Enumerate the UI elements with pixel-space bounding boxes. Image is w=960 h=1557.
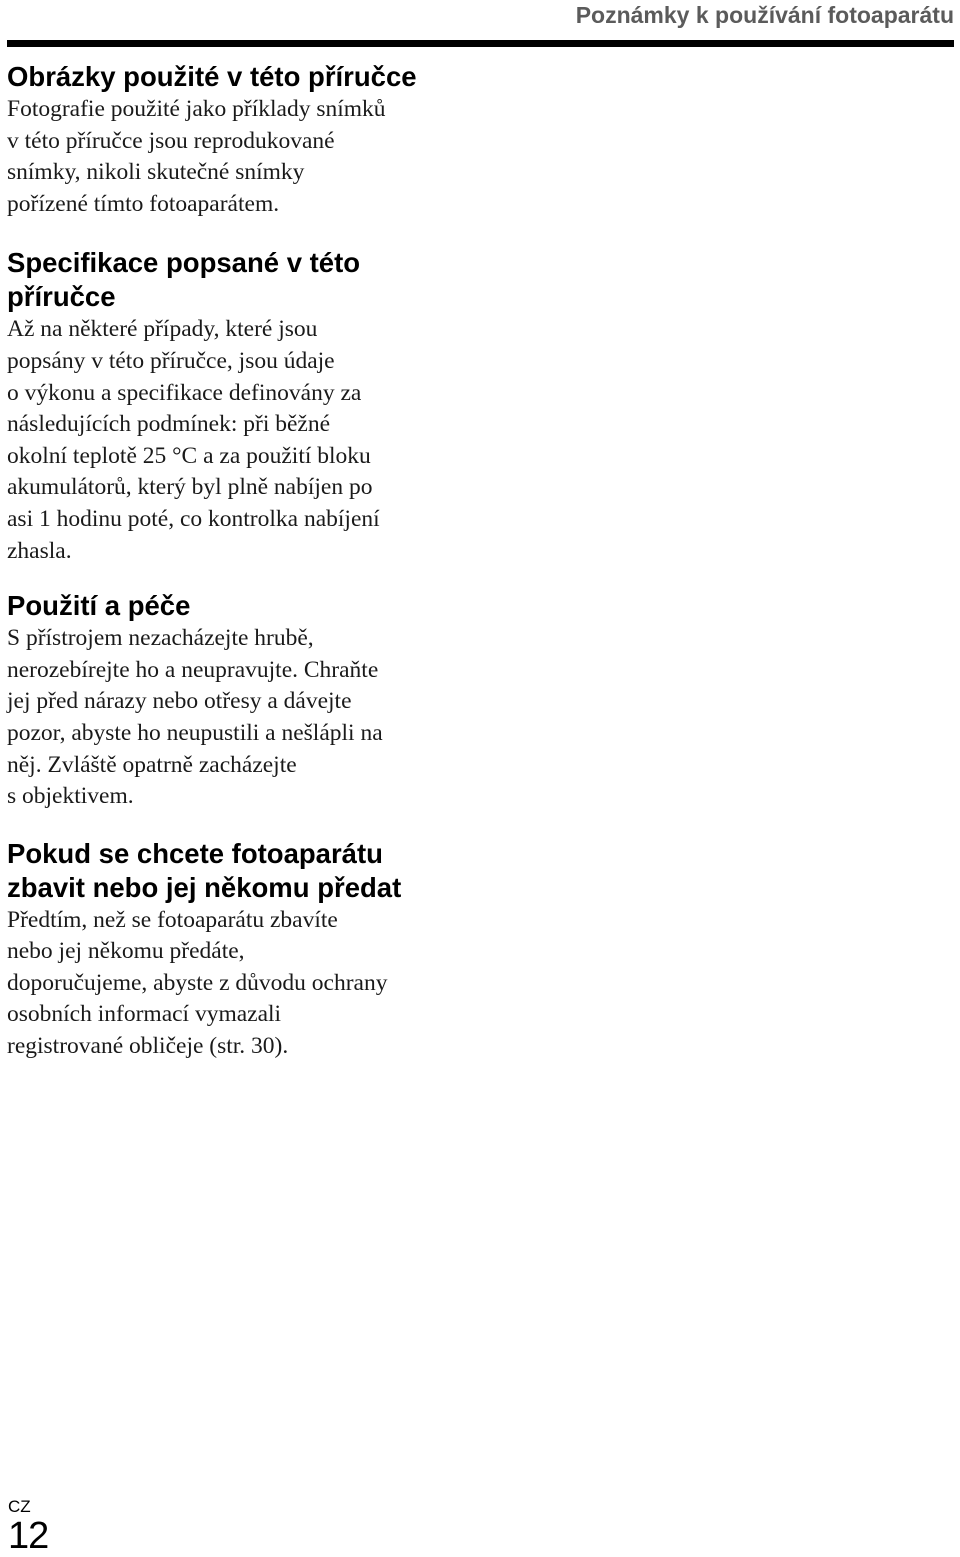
section-disposal [7, 837, 457, 1063]
header-rule [7, 40, 954, 47]
section-heading: Použití a péče [7, 590, 191, 622]
language-code: CZ [8, 1497, 31, 1516]
section-specifications [7, 246, 457, 567]
page-footer [8, 1498, 48, 1556]
section-heading: Obrázky použité v této příručce [7, 61, 417, 92]
running-header-title: Poznámky k používání fotoaparátu [575, 2, 954, 28]
section-body: Předtím, než se fotoaparátu zbavíte nebo jej někomu předáte, doporučujeme, abyste z důvodu ochrany osobních informací vymazali registrované obličeje (str. 30). [7, 906, 388, 1060]
section-body: Až na některé případy, které jsou popsány v této příručce, jsou údaje o výkonu a specifikace definovány za následujících podmínek: při běžné okolní teplotě 25 °C a za použití bloku akumulátorů, který byl plně nabíjen po asi 1 hodinu poté, co kontrolka nabíjení zhasla. [7, 316, 380, 564]
section-illustrations [7, 60, 457, 220]
section-heading: Pokud se chcete fotoaparátu zbavit nebo jej někomu předat [7, 837, 402, 903]
section-heading: Specifikace popsané v této příručce [7, 247, 361, 313]
section-body: Fotografie použité jako příklady snímků v této příručce jsou reprodukované snímky, nikoli skutečné snímky pořízené tímto fotoaparátem. [7, 96, 386, 217]
section-body: S přístrojem nezacházejte hrubě, nerozebírejte ho a neupravujte. Chraňte jej před nárazy nebo otřesy a dávejte pozor, abyste ho neupustili a nešlápli na něj. Zvláště opatrně zacházejte s objektivem. [7, 625, 383, 810]
content-column [7, 60, 457, 1081]
section-use-and-care [7, 589, 457, 813]
page-number: 12 [8, 1515, 49, 1557]
